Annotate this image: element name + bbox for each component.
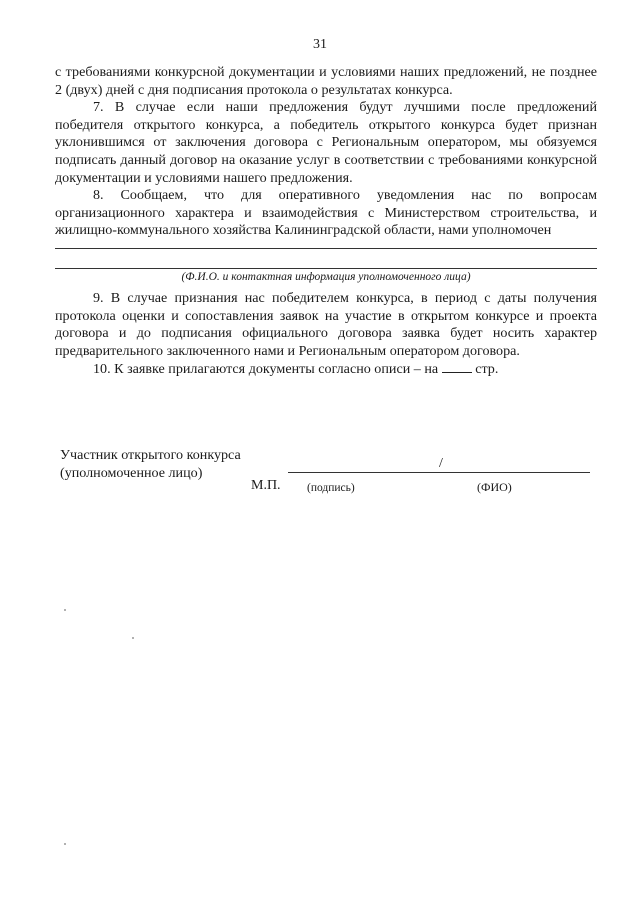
paragraph-10 bbox=[55, 360, 597, 379]
scan-speck bbox=[132, 637, 134, 639]
authorized-person-label: (уполномоченное лицо) bbox=[60, 465, 203, 481]
fill-in-line-1 bbox=[55, 248, 597, 249]
stamp-place-label: М.П. bbox=[251, 478, 281, 493]
fio-caption: (Ф.И.О. и контактная информация уполномоченного лица) bbox=[181, 271, 471, 283]
paragraph-8: 8. Сообщаем, что для оперативного уведомления нас по вопросам организационного характера и взаимодействия с Министерством строительства, и жилищно-коммунального хозяйства Калининградской области, нами уполномочен bbox=[55, 187, 597, 239]
paragraph-10-text: 10. К заявке прилагаются документы согласно описи – на bbox=[93, 361, 439, 378]
paragraph-10-unit: стр. bbox=[475, 361, 499, 378]
fio-name-caption: (ФИО) bbox=[477, 480, 512, 494]
paragraph-7: 7. В случае если наши предложения будут лучшими после предложений победителя открытого конкурса, а победитель открытого конкурса будет признан уклонившимся от заключения договора с Региональным оператором, мы обязуемся подписать данный договор на оказание услуг в соответствии с требованиями конкурсной документации и условиями нашего предложения. bbox=[55, 99, 597, 186]
participant-label: Участник открытого конкурса bbox=[60, 447, 241, 463]
paragraph-9: 9. В случае признания нас победителем конкурса, в период с даты получения протокола оценки и сопоставления заявок на участие в открытом конкурсе и проекта договора и до подписания официального договора заявка будет носить характер предварительного заключенного нами и Региональным оператором договора. bbox=[55, 290, 597, 359]
page-number: 31 bbox=[313, 37, 327, 52]
scan-speck bbox=[64, 609, 66, 611]
signature-line bbox=[288, 472, 590, 473]
paragraph-continuation: с требованиями конкурсной документации и условиями наших предложений, не позднее 2 (двух) дней с дня подписания протокола о результатах конкурса. bbox=[55, 64, 597, 98]
scan-speck bbox=[64, 843, 66, 845]
signature-separator: / bbox=[439, 456, 443, 471]
page-count-blank bbox=[442, 360, 472, 373]
text-block-top bbox=[55, 64, 597, 240]
signer-block bbox=[60, 446, 241, 482]
text-block-bottom bbox=[55, 290, 597, 379]
signature-caption: (подпись) bbox=[307, 482, 355, 494]
fill-in-line-2 bbox=[55, 268, 597, 269]
